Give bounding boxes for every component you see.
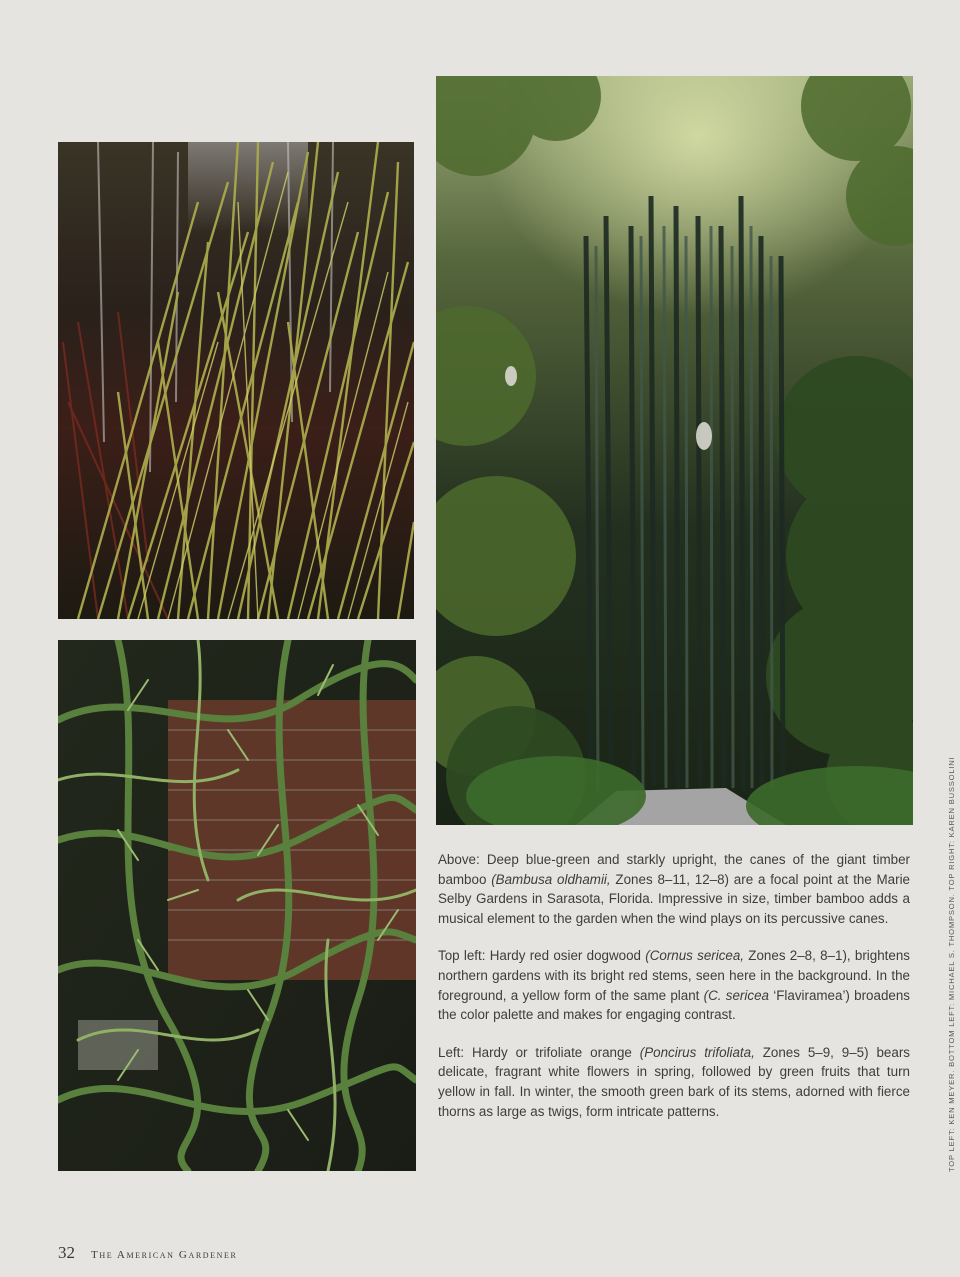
caption-above: Above: Deep blue-green and starkly upright, the canes of the giant timber bamboo (Bambusa oldhamii, Zones 8–11, 12–8) are a focal point at the Marie Selby Gardens in Sarasota, Florida. Impressive in size, timber bamboo adds a musical element to the garden when the wind plays on its percussive canes. [438,852,910,926]
caption-block [438,850,910,1139]
dogwood-photo [58,142,414,619]
photo-credit: TOP LEFT: KEN MEYER. BOTTOM LEFT: MICHAEL S. THOMPSON. TOP RIGHT: KAREN BUSSOLINI [947,756,956,1172]
caption-left: Left: Hardy or trifoliate orange (Poncirus trifoliata, Zones 5–9, 9–5) bears delicate, fragrant white flowers in spring, followed by green fruits that turn yellow in fall. In winter, the smooth green bark of its stems, adorned with fierce thorns as large as twigs, form intricate patterns. [438,1044,910,1119]
caption-lead: Above: [438,852,487,867]
caption-lead: Left: [438,1044,472,1060]
trifoliate-orange-photo [58,640,416,1171]
page-footer [58,1243,237,1263]
bamboo-photo [436,76,913,825]
bamboo-image [436,76,913,825]
publication-title: The American Gardener [91,1249,238,1261]
caption-top-left: Top left: Hardy red osier dogwood (Cornus sericea, Zones 2–8, 8–1), brightens northern gardens with its bright red stems, seen here in the background. In the foreground, a yellow form of the same plant (C. sericea ‘Flaviramea’) broadens the color palette and makes for engaging contrast. [438,948,910,1023]
page-number: 32 [58,1243,75,1262]
caption-lead: Top left: [438,948,490,964]
dogwood-image [58,142,414,619]
trifoliate-orange-image [58,640,416,1171]
